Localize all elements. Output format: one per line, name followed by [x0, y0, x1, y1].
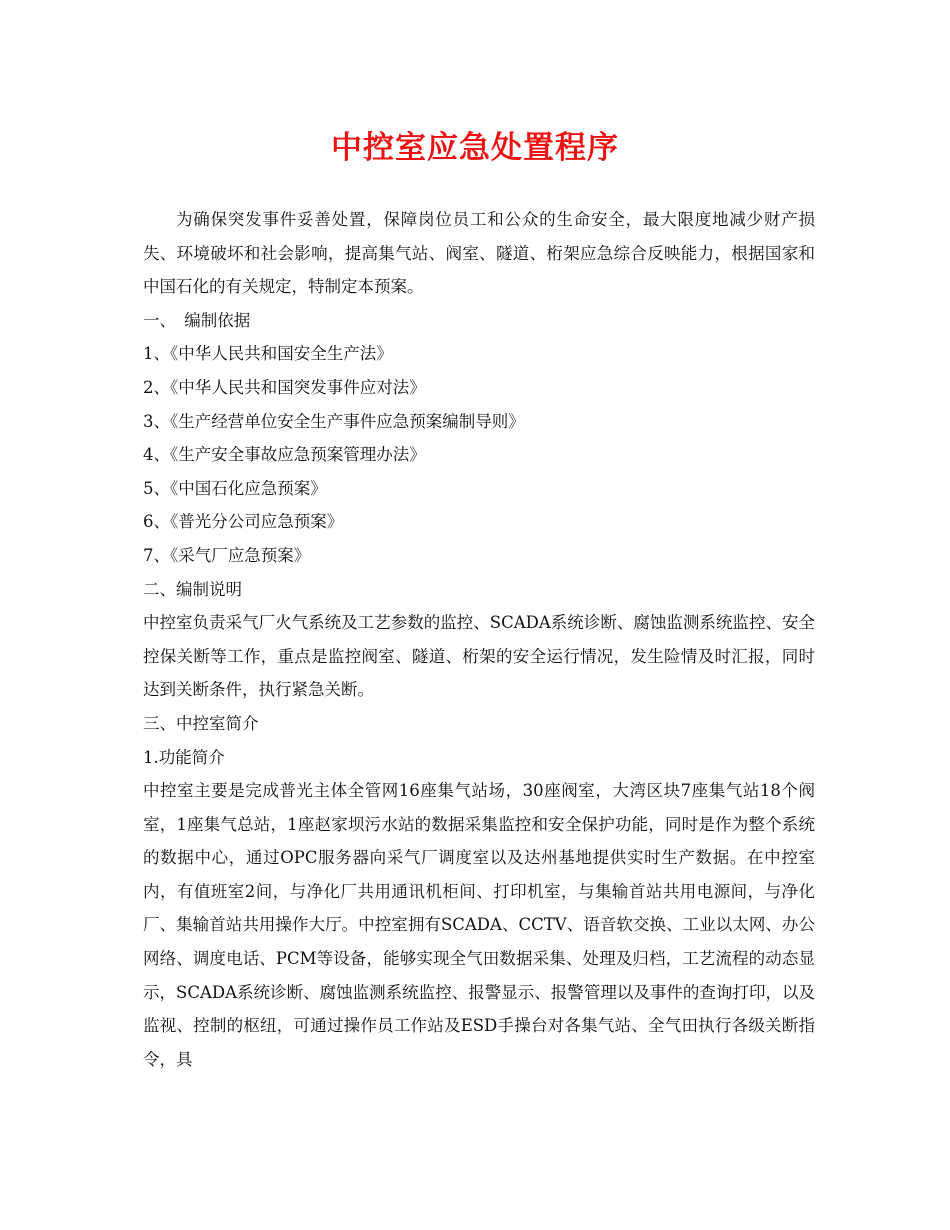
- basis-item: 2、《中华人民共和国突发事件应对法》: [143, 377, 426, 397]
- section-heading-overview: 三、中控室简介: [143, 713, 259, 733]
- basis-item: 5、《中国石化应急预案》: [143, 478, 327, 498]
- explanation-paragraph: 中控室负责采气厂火气系统及工艺参数的监控、SCADA系统诊断、腐蚀监测系统监控、安全控保关断等工作，重点是监控阀室、隧道、桁架的安全运行情况，发生险情及时汇报，同时达到关断条件，执行紧急关断。: [143, 613, 815, 700]
- basis-item: 3、《生产经营单位安全生产事件应急预案编制导则》: [143, 411, 525, 431]
- basis-item: 7、《采气厂应急预案》: [143, 545, 311, 565]
- function-paragraph: 中控室主要是完成普光主体全管网16座集气站场，30座阀室，大湾区块7座集气站18个阀室，1座集气总站，1座赵家坝污水站的数据采集监控和安全保护功能，同时是作为整个系统的数据中心，通过OPC服务器向采气厂调度室以及达州基地提供实时生产数据。在中控室内，有值班室2间，与净化厂共用通讯机柜间、打印机室，与集输首站共用电源间，与净化厂、集输首站共用操作大厅。中控室拥有SCADA、CCTV、语音软交换、工业以太网、办公网络、调度电话、PCM等设备，能够实现全气田数据采集、处理及归档，工艺流程的动态显示，SCADA系统诊断、腐蚀监测系统监控、报警显示、报警管理以及事件的查询打印，以及监视、控制的枢纽，可通过操作员工作站及ESD手操台对各集气站、全气田执行各级关断指令，具: [143, 781, 815, 1069]
- basis-item: 4、《生产安全事故应急预案管理办法》: [143, 445, 426, 465]
- basis-item: 1、《中华人民共和国安全生产法》: [143, 344, 393, 364]
- basis-item: 6、《普光分公司应急预案》: [143, 512, 344, 532]
- section-heading-explanation: 二、编制说明: [143, 579, 242, 599]
- section-heading-basis: 一、 编制依据: [143, 310, 251, 330]
- document-body: [143, 203, 815, 1076]
- subsection-heading-function: 1.功能简介: [143, 747, 225, 767]
- intro-paragraph: 为确保突发事件妥善处置，保障岗位员工和公众的生命安全，最大限度地减少财产损失、环境破坏和社会影响，提高集气站、阀室、隧道、桁架应急综合反映能力，根据国家和中国石化的有关规定，特制定本预案。: [143, 210, 815, 297]
- document-title: 中控室应急处置程序: [331, 130, 619, 166]
